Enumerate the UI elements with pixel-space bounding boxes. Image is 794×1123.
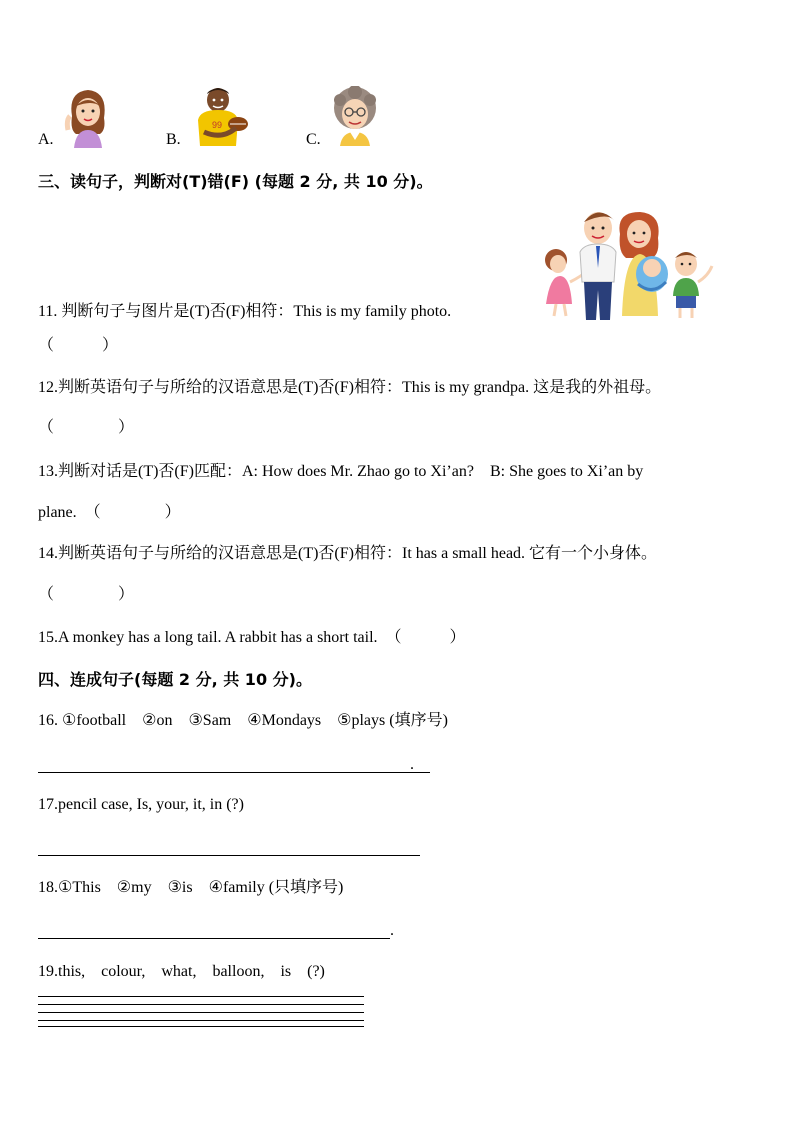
family-photo-illustration [536,204,718,322]
question-18-answer-line[interactable] [38,938,390,939]
question-19-answer-line-1[interactable] [38,996,364,997]
question-19: 19.this, colour, what, balloon, is (?) [38,963,325,980]
question-12-answer-blank[interactable]: （ ） [38,419,135,436]
option-c-label: C. [306,131,321,148]
question-18: 18.①This ②my ③is ④family (只填序号) [38,879,344,896]
question-13-line-2[interactable]: plane. （ ） [38,504,181,521]
question-18-period: . [390,922,394,939]
question-14: 14.判断英语句子与所给的汉语意思是(T)否(F)相符：It has a small head. 它有一个小身体。 [38,545,658,562]
question-19-answer-line-3[interactable] [38,1012,364,1013]
option-b-label: B. [166,131,181,148]
question-16: 16. ①football ②on ③Sam ④Mondays ⑤plays (填序号) [38,712,448,729]
girl-icon [62,86,114,148]
question-17: 17.pencil case, Is, your, it, in (?) [38,796,244,813]
question-14-answer-blank[interactable]: （ ） [38,586,135,603]
question-19-answer-line-4[interactable] [38,1020,364,1021]
section-4-heading: 四、连成句子(每题 2 分, 共 10 分)。 [38,670,312,689]
question-13-line-1: 13.判断对话是(T)否(F)匹配：A: How does Mr. Zhao go to Xi’an? B: She goes to Xi’an by [38,463,644,480]
question-11: 11. 判断句子与图片是(T)否(F)相符：This is my family photo. [38,303,452,320]
question-12: 12.判断英语句子与所给的汉语意思是(T)否(F)相符：This is my grandpa. 这是我的外祖母。 [38,379,662,396]
grandma-icon [328,86,382,146]
football-player-icon [192,84,250,146]
question-11-answer-blank[interactable]: （ ） [38,337,119,354]
question-19-answer-line-5[interactable] [38,1026,364,1027]
option-a-label: A. [38,131,54,148]
section-3-heading: 三、读句子，判断对(T)错(F) (每题 2 分, 共 10 分)。 [38,172,433,191]
question-17-answer-line[interactable] [38,855,420,856]
question-15[interactable]: 15.A monkey has a long tail. A rabbit has a short tail. （ ） [38,629,466,646]
question-19-answer-line-2[interactable] [38,1004,364,1005]
question-16-answer-line[interactable] [38,772,430,773]
question-16-period: . [410,756,414,773]
svg-text:99: 99 [212,120,223,130]
